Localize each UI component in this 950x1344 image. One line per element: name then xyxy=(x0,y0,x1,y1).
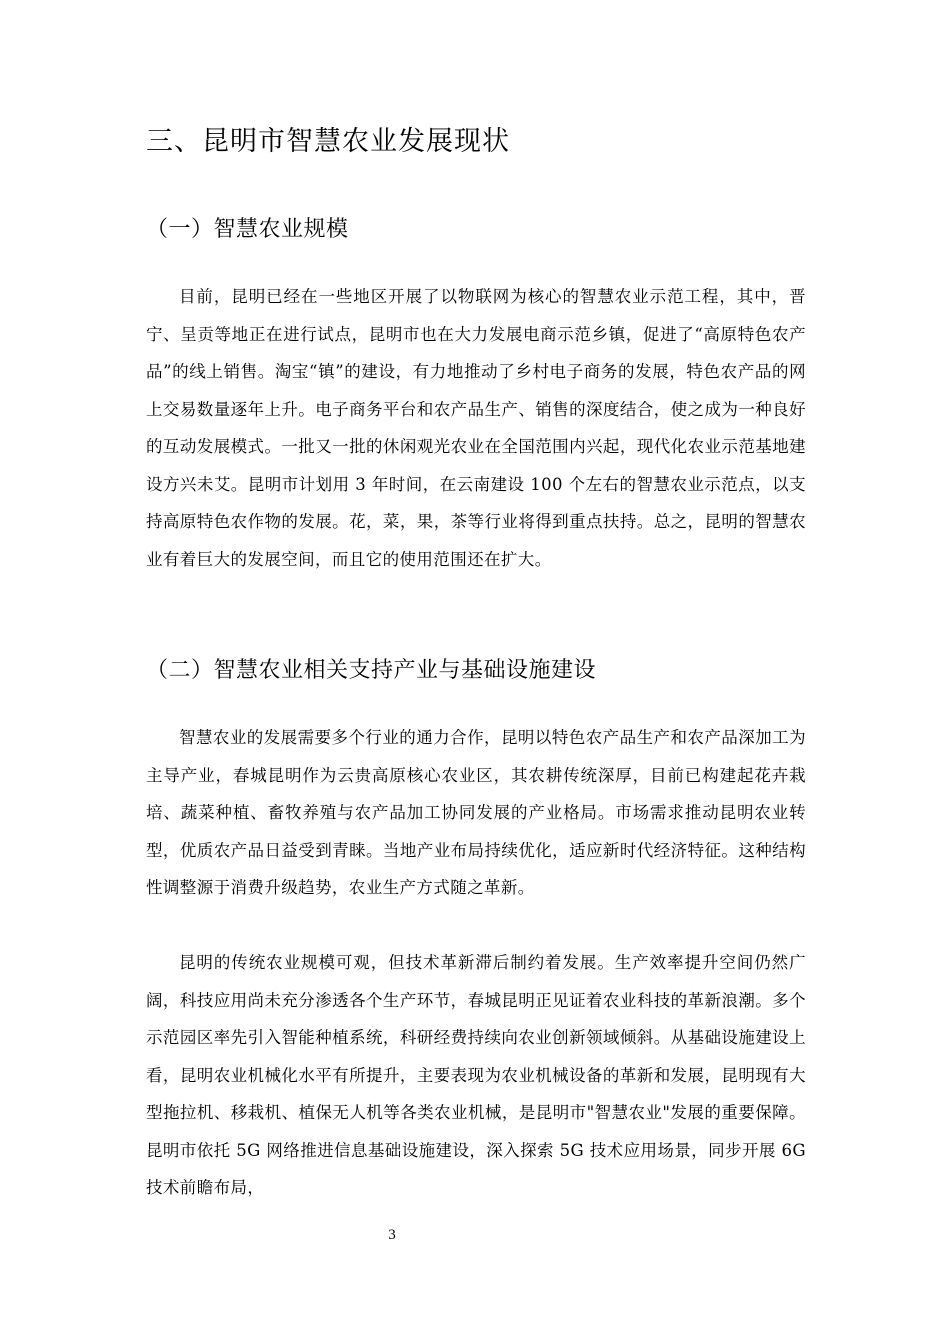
section-1-paragraph-1: 目前，昆明已经在一些地区开展了以物联网为核心的智慧农业示范工程，其中，晋宁、呈贡等地正在进行试点，昆明市也在大力发展电商示范乡镇，促进了“高原特色农产品”的线上销售。淘宝“镇”的建设，有力地推动了乡村电子商务的发展，特色农产品的网上交易数量逐年上升。电子商务平台和农产品生产、销售的深度结合，使之成为一种良好的互动发展模式。一批又一批的休闲观光农业在全国范围内兴起，现代化农业示范基地建设方兴未艾。昆明市计划用 3 年时间，在云南建设 100 个左右的智慧农业示范点，以支持高原特色农作物的发展。花，菜，果，茶等行业将得到重点扶持。总之，昆明的智慧农业有着巨大的发展空间，而且它的使用范围还在扩大。 xyxy=(146,287,806,569)
section-1-title: （一）智慧农业规模 xyxy=(146,217,349,242)
section-2-paragraph-2: 昆明的传统农业规模可观，但技术革新滞后制约着发展。生产效率提升空间仍然广阔，科技应用尚未充分渗透各个生产环节，春城昆明正见证着农业科技的革新浪潮。多个示范园区率先引入智能种植系统，科研经费持续向农业创新领域倾斜。从基础设施建设上看，昆明农业机械化水平有所提升，主要表现为农业机械设备的革新和发展，昆明现有大型拖拉机、移栽机、植保无人机等各类农业机械，是昆明市"智慧农业"发展的重要保障。昆明市依托 5G 网络推进信息基础设施建设，深入探索 5G 技术应用场景，同步开展 6G 技术前瞻布局， xyxy=(146,953,806,1197)
page-number: 3 xyxy=(388,1227,396,1243)
chapter-title: 三、昆明市智慧农业发展现状 xyxy=(146,126,510,157)
section-2-title: （二）智慧农业相关支持产业与基础设施建设 xyxy=(146,658,597,683)
section-2-paragraph-1: 智慧农业的发展需要多个行业的通力合作，昆明以特色农产品生产和农产品深加工为主导产业，春城昆明作为云贵高原核心农业区，其农耕传统深厚，目前已构建起花卉栽培、蔬菜种植、畜牧养殖与农产品加工协同发展的产业格局。市场需求推动昆明农业转型，优质农产品日益受到青睐。当地产业布局持续优化，适应新时代经济特征。这种结构性调整源于消费升级趋势，农业生产方式随之革新。 xyxy=(146,728,806,897)
